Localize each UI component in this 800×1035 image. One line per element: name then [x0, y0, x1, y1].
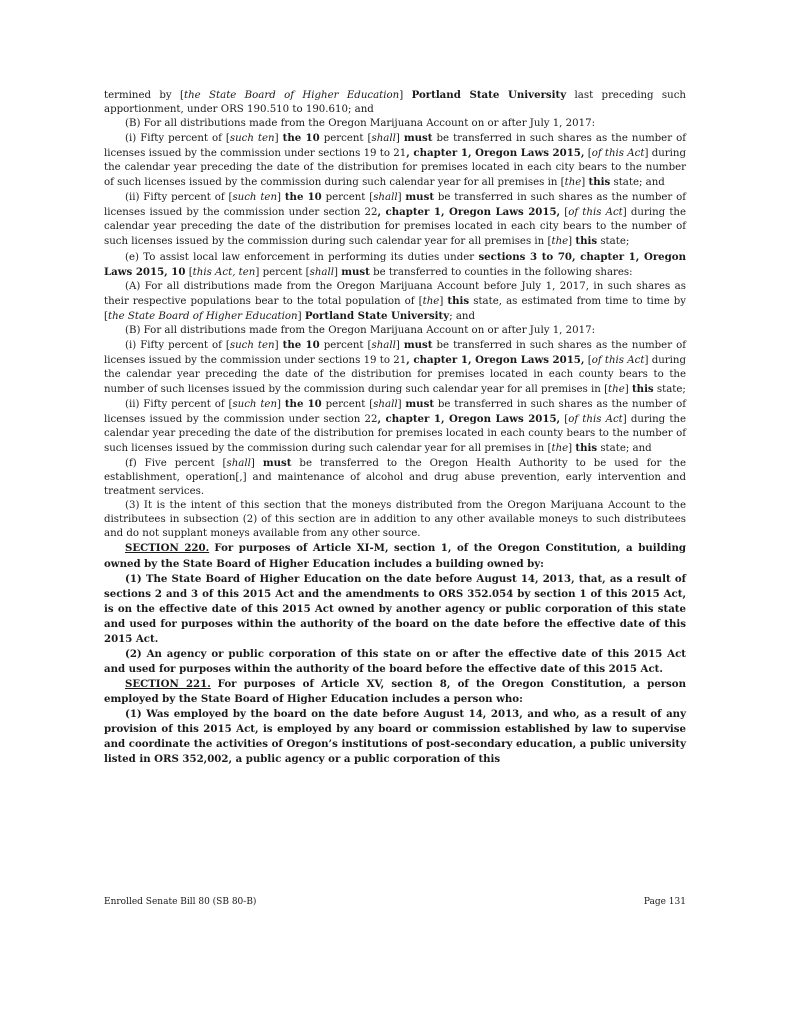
footer-bill-name: Enrolled Senate Bill 80 (SB 80-B) [104, 897, 257, 907]
paragraph: SECTION 221. For purposes of Article XV, section 8, of the Oregon Constitution, a person employed by the State Board of Higher Education includes a person who: [104, 677, 686, 705]
paragraph: (ii) Fifty percent of [such ten] the 10 percent [shall] must be transferred in such shares as the number of licenses issued by the commission under section 22, chapter 1, Oregon Laws 2015, [of this Act] during the calendar year preceding the date of the distribution for premises located in each county bears to the number of such licenses issued by the commission during such calendar year for all premises in [the] this state; and [104, 397, 687, 455]
paragraph: termined by [the State Board of Higher Education] Portland State University last preceding such apportionment, under ORS 190.510 to 190.610; and [104, 89, 686, 116]
paragraph: (A) For all distributions made from the Oregon Marijuana Account before July 1, 2017, in such shares as their respective populations bear to the total population of [the] this state, as estimated from time to time by [the State Board of Higher Education] Portland State University; and [104, 280, 686, 322]
paragraph: (1) Was employed by the board on the date before August 14, 2013, and who, as a result of any provision of this 2015 Act, is employed by any board or commission established by law to supervise and coordinate the activities of Oregon’s institutions of post-secondary education, a public university listed in ORS 352,002, a public agency or a public corporation of this [104, 707, 686, 766]
paragraph: (i) Fifty percent of [such ten] the 10 percent [shall] must be transferred in such shares as the number of licenses issued by the commission under sections 19 to 21, chapter 1, Oregon Laws 2015, [of this Act] during the calendar year preceding the date of the distribution for premises located in each city bears to the number of such licenses issued by the commission during such calendar year for all premises in [the] this state; and [104, 132, 686, 189]
document-body [104, 88, 686, 767]
paragraph: (1) The State Board of Higher Education on the date before August 14, 2013, that, as a result of sections 2 and 3 of this 2015 Act and the amendments to ORS 352.054 by section 1 of this 2015 Act, is on the effective date of this 2015 Act owned by another agency or public corporation of this state and used for purposes within the authority of the board on the date before the effective date of this 2015 Act. [104, 572, 686, 645]
paragraph: (e) To assist local law enforcement in performing its duties under sections 3 to 70, chapter 1, Oregon Laws 2015, 10 [this Act, ten] percent [shall] must be transferred to counties in the following shares: [104, 250, 686, 278]
paragraph: (i) Fifty percent of [such ten] the 10 percent [shall] must be transferred in such shares as the number of licenses issued by the commission under sections 19 to 21, chapter 1, Oregon Laws 2015, [of this Act] during the calendar year preceding the date of the distribution for premises located in each county bears to the number of such licenses issued by the commission during such calendar year for all premises in [the] this state; [104, 338, 686, 395]
paragraph: (B) For all distributions made from the Oregon Marijuana Account on or after July 1, 2017: [125, 324, 596, 336]
paragraph: (2) An agency or public corporation of this state on or after the effective date of this 2015 Act and used for purposes within the authority of the board before the effective date of this 2015 Act. [104, 647, 686, 675]
page-footer [104, 897, 686, 907]
paragraph: SECTION 220. For purposes of Article XI-M, section 1, of the Oregon Constitution, a building owned by the State Board of Higher Education includes a building owned by: [104, 542, 687, 570]
paragraph: (f) Five percent [shall] must be transferred to the Oregon Health Authority to be used for the establishment, operation[,] and maintenance of alcohol and drug abuse prevention, early intervention and treatment services. [104, 457, 686, 498]
footer-page-number: Page 131 [643, 897, 686, 907]
paragraph: (B) For all distributions made from the Oregon Marijuana Account on or after July 1, 2017: [125, 118, 596, 130]
paragraph: (3) It is the intent of this section that the moneys distributed from the Oregon Marijuana Account to the distributees in subsection (2) of this section are in addition to any other available moneys to such distributees and do not supplant moneys available from any other source. [104, 500, 686, 540]
paragraph: (ii) Fifty percent of [such ten] the 10 percent [shall] must be transferred in such shares as the number of licenses issued by the commission under section 22, chapter 1, Oregon Laws 2015, [of this Act] during the calendar year preceding the date of the distribution for premises located in each city bears to the number of such licenses issued by the commission during such calendar year for all premises in [the] this state; [104, 191, 687, 248]
